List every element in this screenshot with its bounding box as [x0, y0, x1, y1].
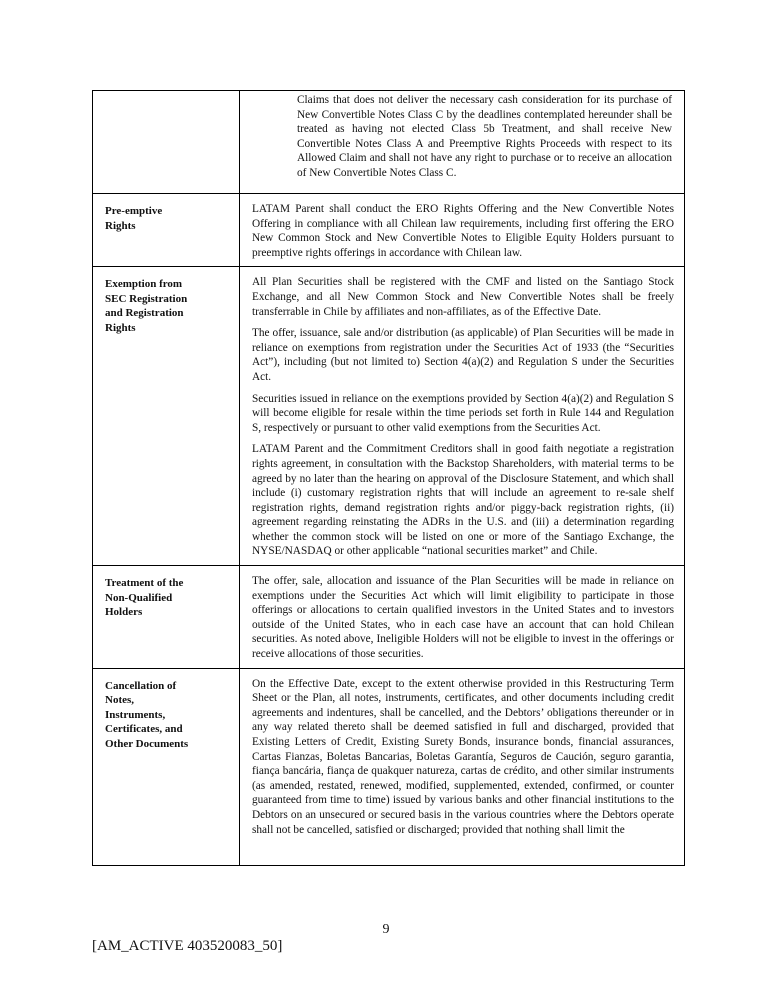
row-label: Pre-emptive Rights — [93, 194, 240, 267]
continuation-label-cell — [93, 91, 240, 194]
row-body — [240, 566, 685, 669]
row-label: Cancellation of Notes, Instruments, Certificates, and Other Documents — [93, 668, 240, 865]
term-sheet-table — [92, 90, 685, 866]
continuation-row — [93, 91, 685, 194]
paragraph: All Plan Securities shall be registered with the CMF and listed on the Santiago Stock Exchange, and all New Common Stock and New Convertible Notes shall be freely transferrable in Chile by affiliates and non-affiliates, as of the Effective Date. — [252, 276, 674, 318]
paragraph: The offer, sale, allocation and issuance of the Plan Securities will be made in reliance on exemptions under the Securities Act which will limit eligibility to participate in those offerings or allocations to certain qualified investors in the United States and to investors outside of the United States, who in each case have an account that can hold Chilean securities. As noted above, Ineligible Holders will not be eligible to invest in the offerings or receive allocations of those securities. — [252, 575, 674, 661]
paragraph: Securities issued in reliance on the exemptions provided by Section 4(a)(2) and Regulation S will become eligible for resale within the time periods set forth in Rule 144 and Regulation S, respectively or pursuant to other valid exemptions from the Securities Act. — [252, 392, 674, 434]
row-body — [240, 668, 685, 865]
continuation-text: Claims that does not deliver the necessary cash consideration for its purchase of New Convertible Notes Class C by the deadlines contemplated hereunder shall be treated as having not elected Class 5b Treatment, and shall receive New Convertible Notes Class A and Preemptive Rights Proceeds with respect to its Allowed Claim and shall not have any right to purchase or to receive an allocation of New Convertible Notes Class C. — [240, 91, 685, 194]
row-label: Treatment of the Non-Qualified Holders — [93, 566, 240, 669]
table-row — [93, 194, 685, 267]
table-row — [93, 668, 685, 865]
row-body — [240, 194, 685, 267]
table-row — [93, 566, 685, 669]
page-number: 9 — [382, 922, 390, 937]
paragraph: LATAM Parent shall conduct the ERO Rights Offering and the New Convertible Notes Offering in compliance with all Chilean law requirements, including first offering the ERO New Common Stock and New Convertible Notes to Eligible Equity Holders pursuant to preemptive rights offerings in accordance with Chilean law. — [252, 203, 674, 259]
row-body — [240, 267, 685, 566]
table-row — [93, 267, 685, 566]
row-label: Exemption from SEC Registration and Registration Rights — [93, 267, 240, 566]
paragraph: The offer, issuance, sale and/or distribution (as applicable) of Plan Securities will be made in reliance on exemptions from registration under the Securities Act of 1933 (the “Securities Act”), including (but not limited to) Section 4(a)(2) and Regulation S under the Securities Act. — [252, 327, 674, 383]
paragraph: On the Effective Date, except to the extent otherwise provided in this Restructuring Term Sheet or the Plan, all notes, instruments, certificates, and other documents including credit agreements and indentures, shall be cancelled, and the Debtors’ obligations thereunder or in any way related thereto shall be deemed satisfied in full and discharged, provided that Existing Letters of Credit, Existing Surety Bonds, insurance bonds, financial assurances, Cartas Fianzas, Boletas Bancarias, Boletas Garantía, Seguros de Caución, seguro garantia, fiança bancária, fiança de quakquer natureza, cartas de crédito, and other similar instruments (as amended, restated, renewed, modified, supplemented, extended, confirmed, or counter guaranteed from time to time) issued by various banks and other financial institutions to the Debtors on an unsecured or secured basis in the various countries where the Debtors operate shall not be cancelled, satisfied or discharged; provided that nothing shall limit the — [252, 677, 674, 836]
paragraph: LATAM Parent and the Commitment Creditors shall in good faith negotiate a registration rights agreement, in consultation with the Backstop Shareholders, with material terms to be agreed by no later than the hearing on approval of the Disclosure Statement, and which shall include (i) customary registration rights that will include an agreement to re-sale shelf registration rights, demand registration rights and/or piggy-back registration rights, (ii) agreement regarding reinstating the ADRs in the U.S. and (iii) a determination regarding whether the common stock will be listed on one or more of the Santiago Exchange, the NYSE/NASDAQ or other applicable “national securities market” and Chile. — [252, 443, 674, 558]
document-id: [AM_ACTIVE 403520083_50] — [92, 938, 283, 954]
